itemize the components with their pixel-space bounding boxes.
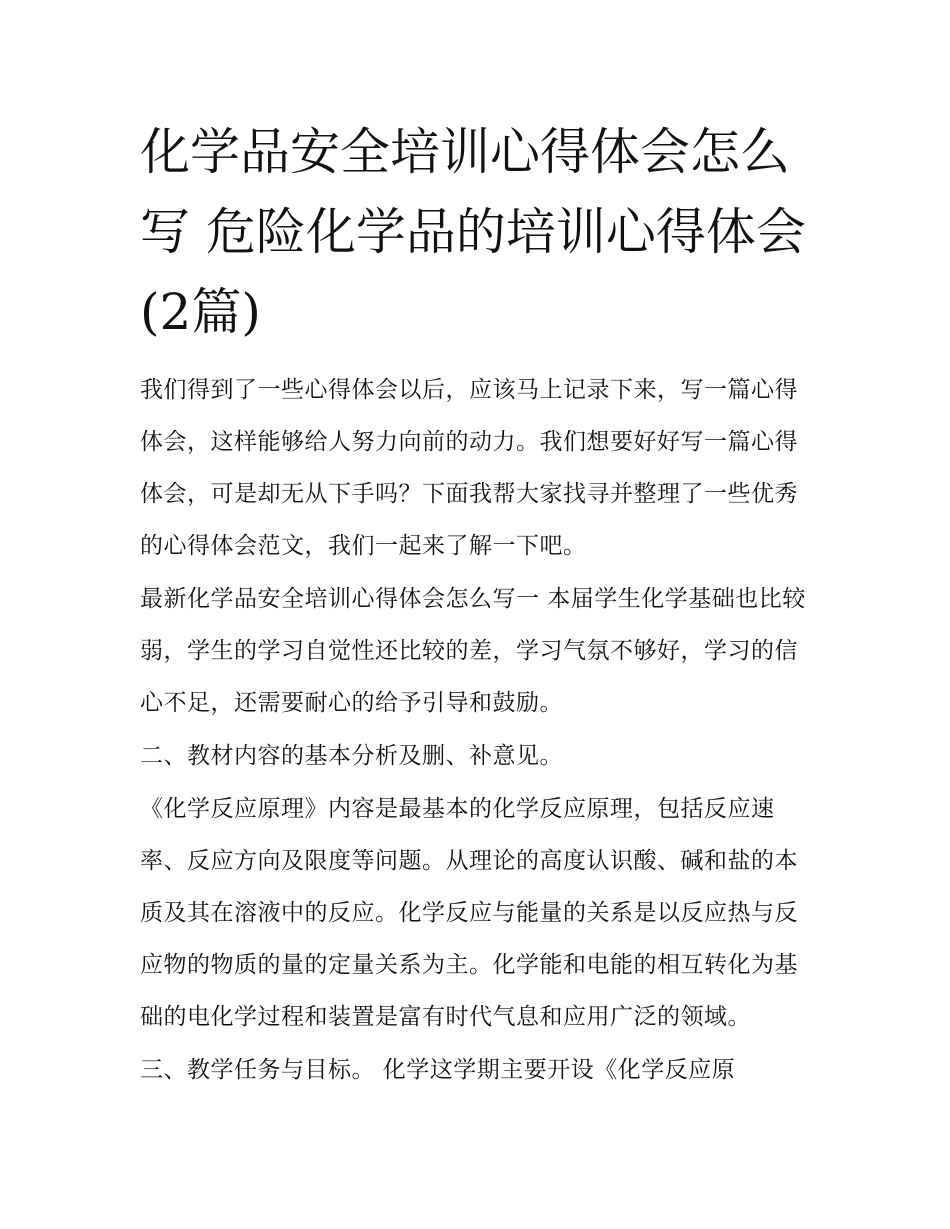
paragraph-students: 最新化学品安全培训心得体会怎么写一 本届学生化学基础也比较弱，学生的学习自觉性还比较的差，学习气氛不够好，学习的信心不足，还需要耐心的给予引导和鼓励。 (140, 586, 806, 716)
paragraph-section-two: 二、教材内容的基本分析及删、补意见。 (140, 743, 563, 769)
document-title: 化学品安全培训心得体会怎么写 危险化学品的培训心得体会(2篇) (140, 123, 806, 341)
paragraph-intro: 我们得到了一些心得体会以后，应该马上记录下来，写一篇心得体会，这样能够给人努力向前的动力。我们想要好好写一篇心得体会，可是却无从下手吗？下面我帮大家找寻并整理了一些优秀的心得体会范文，我们一起来了解一下吧。 (140, 377, 798, 559)
paragraph-textbook: 《化学反应原理》内容是最基本的化学反应原理，包括反应速率、反应方向及限度等问题。从理论的高度认识酸、碱和盐的本质及其在溶液中的反应。化学反应与能量的关系是以反应热与反应物的物质的量的定量关系为主。化学能和电能的相互转化为基础的电化学过程和装置是富有时代气息和应用广泛的领域。 (140, 796, 798, 1030)
paragraph-section-three: 三、教学任务与目标。 化学这学期主要开设《化学反应原 (140, 1057, 736, 1083)
document-page (140, 112, 812, 1097)
